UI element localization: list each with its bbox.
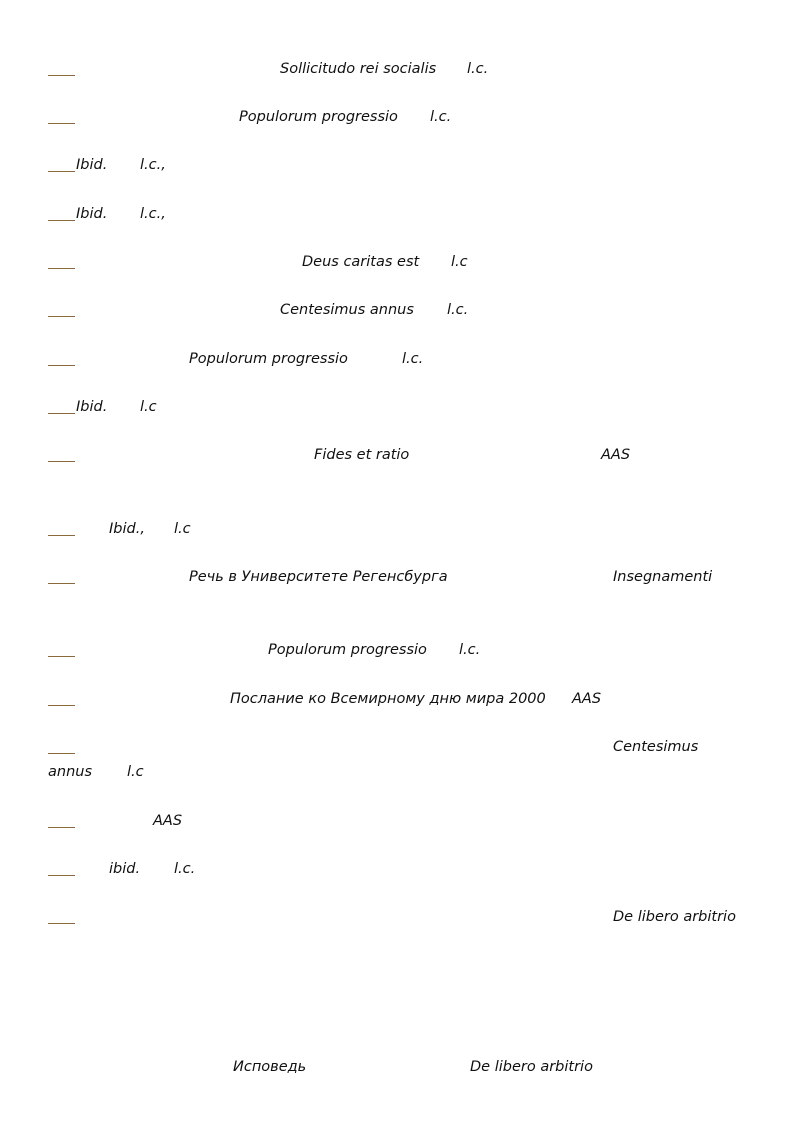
- footnote-text: Populorum progressio: [268, 642, 427, 658]
- footnote-text: Послание ко Всемирному дню мира 2000: [230, 691, 546, 707]
- footnote-ref: l.c.: [174, 861, 196, 877]
- footnote-text-continued: annus: [48, 764, 93, 780]
- footnote-text: Ibid.: [76, 206, 108, 222]
- footnote-ref: l.c: [174, 521, 191, 537]
- bottom-line: [0, 1058, 793, 1082]
- footnote-rule: [48, 656, 75, 657]
- footnote-rule: [48, 875, 75, 876]
- footnote: [0, 301, 793, 325]
- footnote: [0, 446, 793, 470]
- footnote-rule: [48, 535, 75, 536]
- footnote-text: Deus caritas est: [302, 254, 420, 270]
- footnote-ref: l.c: [127, 764, 144, 780]
- footnote-text: Centesimus annus: [280, 302, 414, 318]
- footnote: [0, 156, 793, 180]
- footnote-rule: [48, 461, 75, 462]
- footnote-rule: [48, 705, 75, 706]
- footnote: [0, 253, 793, 277]
- bottom-text-right: De libero arbitrio: [470, 1059, 593, 1075]
- footnote-rule: [48, 268, 75, 269]
- footnote-ref: Insegnamenti: [613, 569, 713, 585]
- footnote-rule: [48, 220, 75, 221]
- footnote-text: Populorum progressio: [239, 109, 398, 125]
- footnote-rule: [48, 316, 75, 317]
- footnote-rule: [48, 583, 75, 584]
- footnote: [0, 641, 793, 665]
- footnote: [0, 812, 793, 836]
- footnote-text: ibid.: [109, 861, 141, 877]
- footnote-rule: [48, 753, 75, 754]
- footnote-rule: [48, 923, 75, 924]
- footnote-rule: [48, 171, 75, 172]
- footnote: [0, 350, 793, 374]
- footnote: [0, 520, 793, 544]
- footnote: [0, 690, 793, 714]
- footnote-ref: l.c.: [467, 61, 489, 77]
- footnote-rule: [48, 413, 75, 414]
- footnote-rule: [48, 123, 75, 124]
- footnote-text: Ibid.,: [109, 521, 145, 537]
- footnote-text: Sollicitudo rei socialis: [280, 61, 437, 77]
- footnote-ref: AAS: [153, 813, 183, 829]
- footnote-ref: l.c: [451, 254, 468, 270]
- footnote-rule: [48, 827, 75, 828]
- footnote: [0, 398, 793, 422]
- footnote-text: Речь в Университете Регенсбурга: [189, 569, 448, 585]
- footnote-rule: [48, 75, 75, 76]
- footnote-ref: AAS: [572, 691, 602, 707]
- footnote-text: Ibid.: [76, 399, 108, 415]
- footnote: [0, 568, 793, 592]
- footnote-ref: AAS: [601, 447, 631, 463]
- footnote-ref: l.c.: [402, 351, 424, 367]
- footnote: [0, 738, 793, 782]
- footnote-text: Fides et ratio: [314, 447, 410, 463]
- footnote-text: Centesimus: [613, 739, 699, 755]
- footnote-ref: l.c.: [430, 109, 452, 125]
- footnote: [0, 908, 793, 932]
- footnote: [0, 860, 793, 884]
- footnote: [0, 108, 793, 132]
- footnote-text: Ibid.: [76, 157, 108, 173]
- footnote-ref: l.c.,: [140, 157, 166, 173]
- footnote-ref: l.c.: [447, 302, 469, 318]
- footnote-ref: l.c: [140, 399, 157, 415]
- footnote-ref: l.c.,: [140, 206, 166, 222]
- footnote: [0, 60, 793, 84]
- footnote-ref: l.c.: [459, 642, 481, 658]
- footnote-text: Populorum progressio: [189, 351, 348, 367]
- footnote-rule: [48, 365, 75, 366]
- footnote-text: De libero arbitrio: [613, 909, 736, 925]
- bottom-text-left: Исповедь: [233, 1059, 307, 1075]
- footnote: [0, 205, 793, 229]
